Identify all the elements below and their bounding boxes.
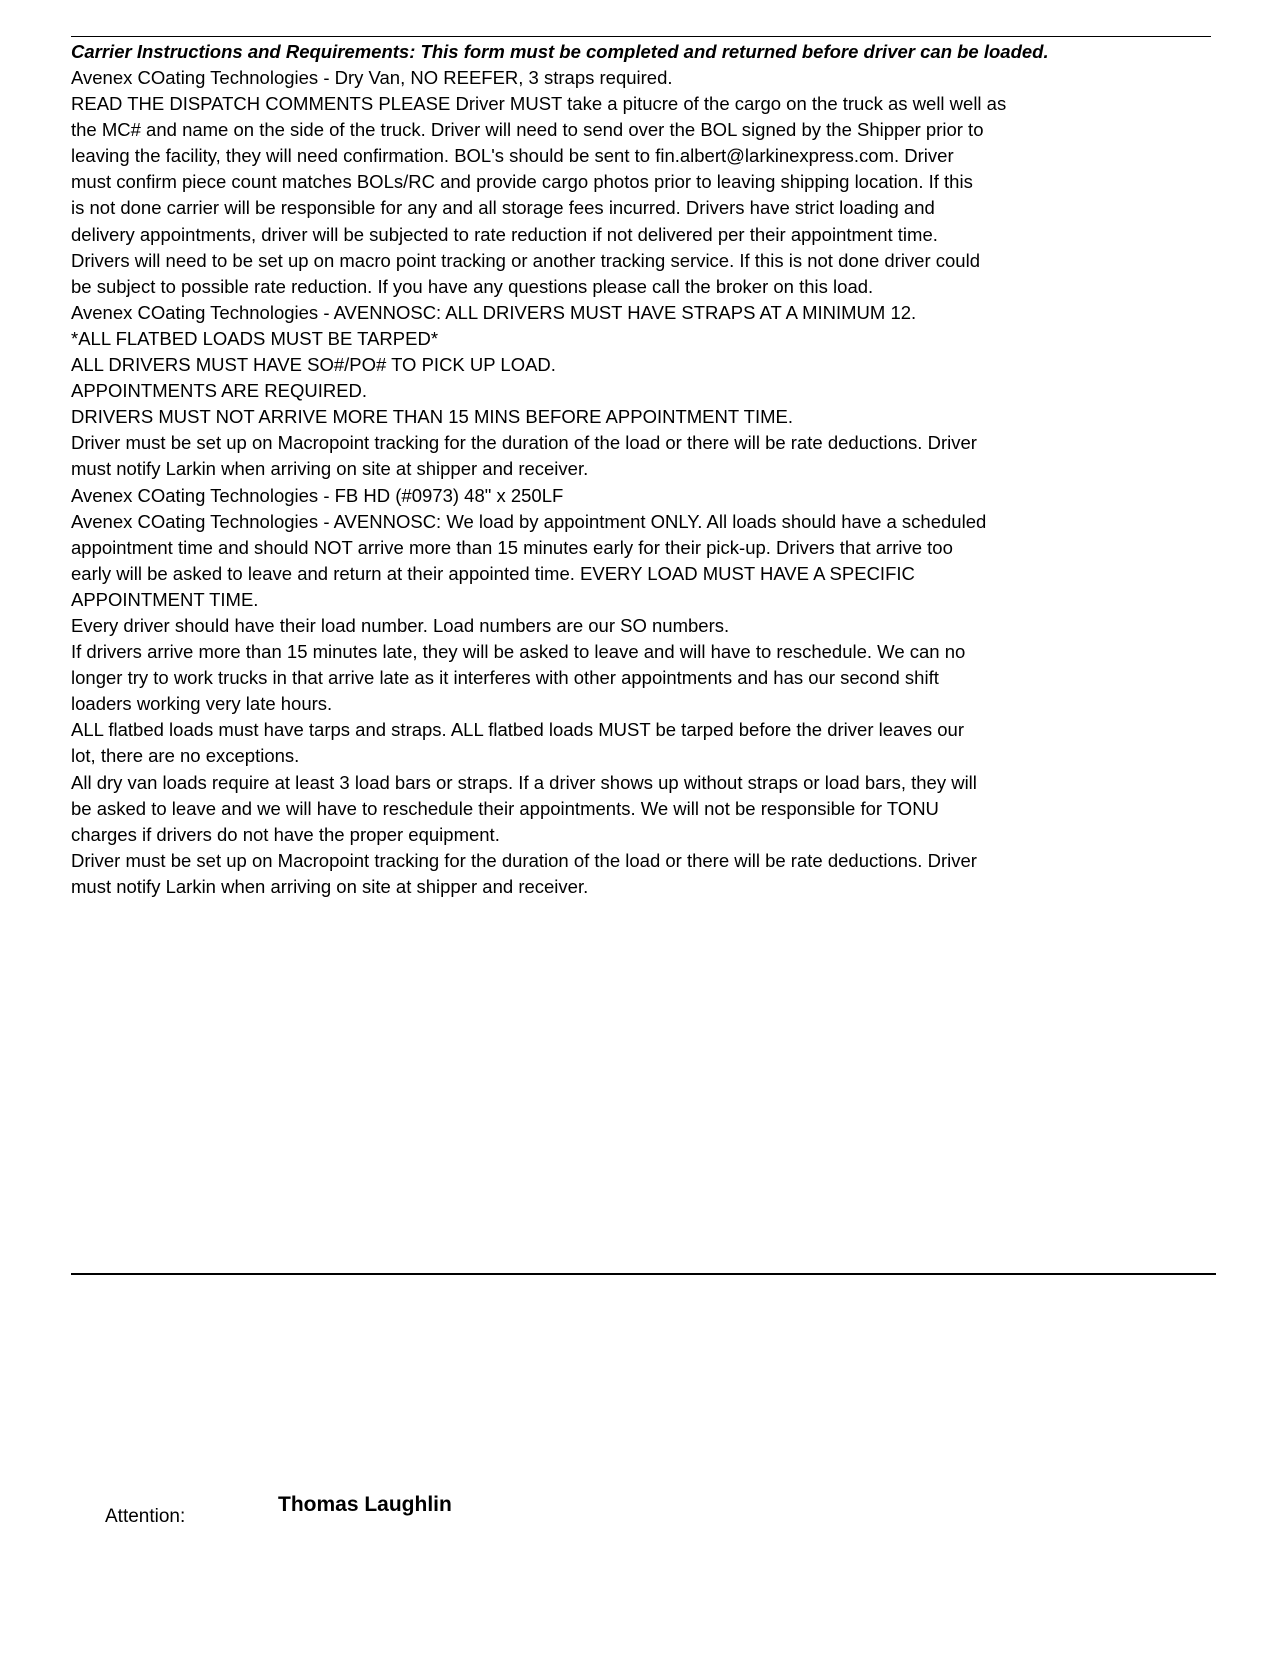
instruction-line: Driver must be set up on Macropoint tracking for the duration of the load or there will be rate deductions. Driver xyxy=(71,849,977,871)
instruction-line: APPOINTMENT TIME. xyxy=(71,588,259,610)
instructions-body xyxy=(71,65,1231,900)
instruction-line: Avenex COating Technologies - Dry Van, NO REEFER, 3 straps required. xyxy=(71,67,673,88)
instruction-line: ALL flatbed loads must have tarps and straps. ALL flatbed loads MUST be tarped before the driver leaves our xyxy=(71,719,964,741)
instruction-line: must notify Larkin when arriving on site at shipper and receiver. xyxy=(71,875,589,897)
instruction-line: the MC# and name on the side of the truck. Driver will need to send over the BOL signed by the Shipper prior to xyxy=(71,119,984,141)
instruction-line: longer try to work trucks in that arrive late as it interferes with other appointments and has our second shift xyxy=(71,667,939,689)
instruction-line: ALL DRIVERS MUST HAVE SO#/PO# TO PICK UP LOAD. xyxy=(71,354,556,376)
instruction-line: appointment time and should NOT arrive more than 15 minutes early for their pick-up. Drivers that arrive too xyxy=(71,536,953,558)
attention-label: Attention: xyxy=(105,1506,186,1527)
instruction-line: Every driver should have their load number. Load numbers are our SO numbers. xyxy=(71,614,730,636)
instruction-line: must notify Larkin when arriving on site at shipper and receiver. xyxy=(71,458,589,480)
instruction-line: lot, there are no exceptions. xyxy=(71,745,300,767)
top-divider xyxy=(71,36,1211,37)
instructions-heading: Carrier Instructions and Requirements: This form must be completed and returned before driver can be loaded. xyxy=(71,41,1049,62)
instruction-line: be subject to possible rate reduction. If you have any questions please call the broker on this load. xyxy=(71,275,874,297)
instruction-line: must confirm piece count matches BOLs/RC and provide cargo photos prior to leaving shipping location. If this xyxy=(71,171,973,193)
instruction-line: Avenex COating Technologies - AVENNOSC: We load by appointment ONLY. All loads should have a scheduled xyxy=(71,510,987,532)
instruction-line: APPOINTMENTS ARE REQUIRED. xyxy=(71,380,368,402)
instruction-line: Driver must be set up on Macropoint tracking for the duration of the load or there will be rate deductions. Driver xyxy=(71,432,977,454)
instruction-line: early will be asked to leave and return at their appointed time. EVERY LOAD MUST HAVE A SPECIFIC xyxy=(71,562,915,584)
instruction-line: *ALL FLATBED LOADS MUST BE TARPED* xyxy=(71,327,439,349)
instruction-line: is not done carrier will be responsible for any and all storage fees incurred. Drivers have strict loading and xyxy=(71,197,935,219)
instruction-line: DRIVERS MUST NOT ARRIVE MORE THAN 15 MINS BEFORE APPOINTMENT TIME. xyxy=(71,406,793,428)
instruction-line: loaders working very late hours. xyxy=(71,693,333,715)
instruction-line: READ THE DISPATCH COMMENTS PLEASE Driver MUST take a pitucre of the cargo on the truck as well well as xyxy=(71,93,1007,115)
instruction-line: Avenex COating Technologies - AVENNOSC: ALL DRIVERS MUST HAVE STRAPS AT A MINIMUM 12. xyxy=(71,301,917,323)
instruction-line: leaving the facility, they will need confirmation. BOL's should be sent to fin.albert@larkinexpress.com. Driver xyxy=(71,145,954,167)
instruction-line: delivery appointments, driver will be subjected to rate reduction if not delivered per their appointment time. xyxy=(71,223,938,245)
instruction-line: Drivers will need to be set up on macro point tracking or another tracking service. If this is not done driver could xyxy=(71,249,980,271)
instruction-line: charges if drivers do not have the proper equipment. xyxy=(71,823,500,845)
attention-name: Thomas Laughlin xyxy=(278,1493,452,1516)
section-divider xyxy=(71,1273,1216,1275)
instruction-line: be asked to leave and we will have to reschedule their appointments. We will not be responsible for TONU xyxy=(71,797,939,819)
instruction-line: Avenex COating Technologies - FB HD (#0973) 48" x 250LF xyxy=(71,484,564,506)
instruction-line: If drivers arrive more than 15 minutes late, they will be asked to leave and will have to reschedule. We can no xyxy=(71,641,966,663)
instruction-line: All dry van loads require at least 3 load bars or straps. If a driver shows up without straps or load bars, they will xyxy=(71,771,977,793)
